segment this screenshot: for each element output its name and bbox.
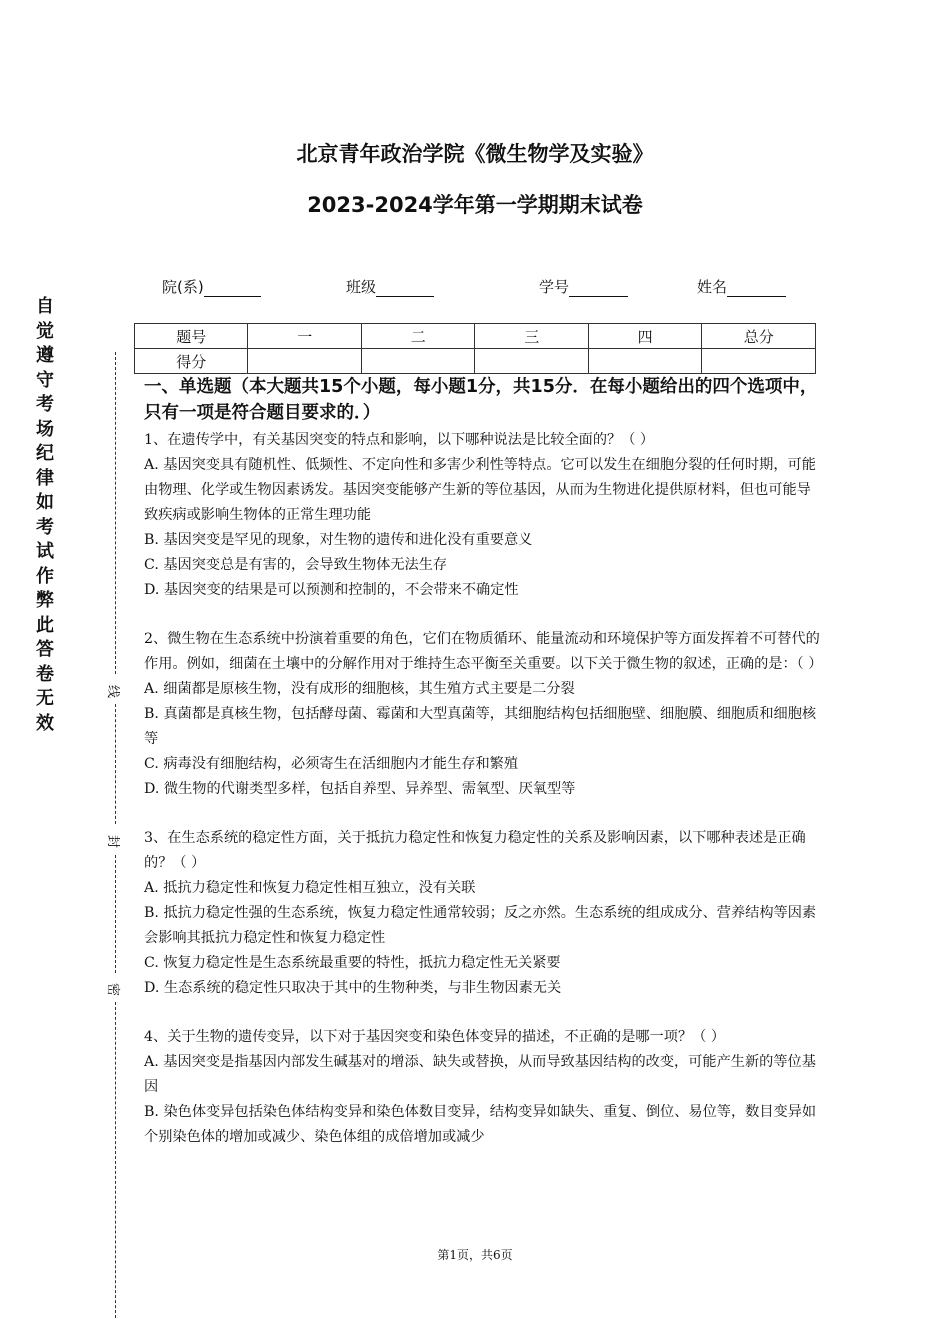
notice-char: 如	[36, 492, 54, 513]
exam-discipline-notice	[30, 295, 60, 736]
option-a: A. 抵抗力稳定性和恢复力稳定性相互独立，没有关联	[144, 880, 476, 896]
option-b: B. 真菌都是真核生物，包括酵母菌、霉菌和大型真菌等，其细胞结构包括细胞壁、细胞膜、细胞质和细胞核等	[144, 706, 817, 747]
score-cell	[475, 349, 588, 374]
score-cell	[361, 349, 474, 374]
score-cell	[588, 349, 701, 374]
option-d: D. 基因突变的结果是可以预测和控制的，不会带来不确定性	[144, 582, 519, 598]
score-row-label: 得分	[135, 349, 248, 374]
option-b: B. 抵抗力稳定性强的生态系统，恢复力稳定性通常较弱；反之亦然。生态系统的组成成分、营养结构等因素会影响其抵抗力稳定性和恢复力稳定性	[144, 905, 817, 946]
option-b: B. 基因突变是罕见的现象，对生物的遗传和进化没有重要意义	[144, 532, 533, 548]
notice-char: 考	[36, 394, 54, 415]
option-a: A. 细菌都是原核生物，没有成形的细胞核，其生殖方式主要是二分裂	[144, 681, 575, 697]
notice-char: 场	[36, 418, 54, 440]
notice-char: 考	[36, 516, 54, 538]
notice-char: 无	[36, 688, 54, 709]
option-c: C. 恢复力稳定性是生态系统最重要的特性，抵抗力稳定性无关紧要	[144, 955, 561, 971]
score-header-cell: 二	[361, 324, 474, 349]
notice-char: 效	[36, 712, 54, 734]
notice-char: 遵	[36, 345, 54, 366]
score-header-cell: 三	[475, 324, 588, 349]
notice-char: 卷	[36, 663, 54, 685]
class-field: 班级	[346, 276, 434, 297]
option-a: A. 基因突变具有随机性、低频性、不定向性和多害少利性等特点。它可以发生在细胞分裂的任何时期，可能由物理、化学或生物因素诱发。基因突变能够产生新的等位基因，从而为生物进化提供原材料，但也可能导致疾病或影响生物体的正常生理功能	[144, 457, 816, 523]
notice-char: 答	[36, 639, 54, 660]
name-field: 姓名	[697, 276, 786, 297]
score-header-cell: 题号	[135, 324, 248, 349]
seal-line-label: 线	[103, 685, 126, 698]
section-heading: 一、单选题（本大题共15个小题，每小题1分，共15分．在每小题给出的四个选项中，只有一项是符合题目要求的．）	[144, 377, 818, 423]
notice-char: 此	[36, 614, 54, 636]
score-table	[134, 323, 816, 374]
question-stem: 1、在遗传学中，有关基因突变的特点和影响，以下哪种说法是比较全面的？（ ）	[144, 432, 655, 448]
seal-secret-label: 密	[103, 983, 126, 996]
student-id-field: 学号	[539, 276, 628, 297]
option-d: D. 微生物的代谢类型多样，包括自养型、异养型、需氧型、厌氧型等	[144, 781, 576, 797]
notice-char: 作	[36, 565, 54, 587]
notice-char: 纪	[36, 443, 54, 464]
score-table-score-row	[135, 349, 816, 374]
score-table-header-row	[135, 324, 816, 349]
question-stem: 2、微生物在生态系统中扮演着重要的角色，它们在物质循环、能量流动和环境保护等方面发挥着不可替代的作用。例如，细菌在土壤中的分解作用对于维持生态平衡至关重要。以下关于微生物的叙述，正确的是：（ ）	[144, 631, 823, 672]
department-field: 院(系)	[162, 276, 261, 297]
option-c: C. 病毒没有细胞结构，必须寄生在活细胞内才能生存和繁殖	[144, 756, 519, 772]
option-d: D. 生态系统的稳定性只取决于其中的生物种类，与非生物因素无关	[144, 980, 562, 996]
score-cell	[248, 349, 361, 374]
score-header-cell: 四	[588, 324, 701, 349]
score-header-cell: 总分	[702, 324, 816, 349]
question-stem: 3、在生态系统的稳定性方面，关于抵抗力稳定性和恢复力稳定性的关系及影响因素，以下哪种表述是正确的？（ ）	[144, 830, 806, 871]
option-c: C. 基因突变总是有害的，会导致生物体无法生存	[144, 557, 448, 573]
notice-char: 觉	[36, 320, 54, 342]
exam-title-line1: 北京青年政治学院《微生物学及实验》	[296, 142, 654, 166]
notice-char: 试	[36, 541, 54, 562]
seal-dashed-line	[115, 1002, 116, 1318]
notice-char: 自	[36, 296, 54, 317]
notice-char: 弊	[36, 590, 54, 611]
page-number: 第1页，共6页	[437, 1248, 513, 1262]
seal-dashed-line	[115, 855, 116, 973]
seal-dashed-line	[115, 352, 116, 674]
score-header-cell: 一	[248, 324, 361, 349]
seal-seal-label: 封	[103, 835, 126, 848]
exam-title-line2: 2023-2024学年第一学期期末试卷	[307, 193, 643, 217]
option-b: B. 染色体变异包括染色体结构变异和染色体数目变异，结构变异如缺失、重复、倒位、易位等，数目变异如个别染色体的增加或减少、染色体组的成倍增加或减少	[144, 1104, 817, 1145]
question-stem: 4、关于生物的遗传变异，以下对于基因突变和染色体变异的描述，不正确的是哪一项？（ ）	[144, 1029, 726, 1045]
seal-dashed-line	[115, 704, 116, 824]
question-section	[144, 374, 824, 1150]
option-a: A. 基因突变是指基因内部发生碱基对的增添、缺失或替换，从而导致基因结构的改变，可能产生新的等位基因	[144, 1054, 816, 1095]
notice-char: 律	[36, 467, 54, 489]
notice-char: 守	[36, 369, 54, 391]
score-cell	[702, 349, 816, 374]
